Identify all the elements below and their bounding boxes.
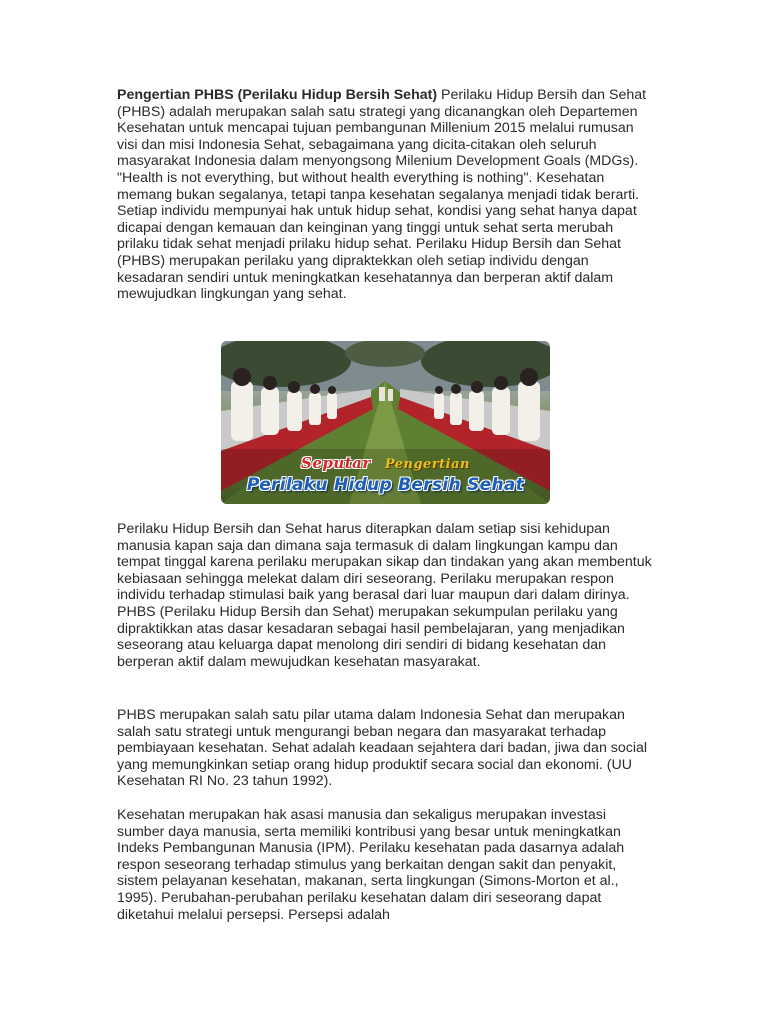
phbs-banner-image — [221, 341, 550, 504]
paragraph-3: PHBS merupakan salah satu pilar utama dalam Indonesia Sehat dan merupakan salah satu strategi untuk mengurangi beban negara dan masyarakat terhadap pembiayaan kesehatan. Sehat adalah keadaan sejahtera dari badan, jiwa dan social yang memungkinkan setiap orang hidup produktif secara social dan ekonomi. (UU Kesehatan RI No. 23 tahun 1992). — [117, 707, 648, 790]
banner-word-seputar: Seputar — [300, 454, 371, 472]
paragraph-2: Perilaku Hidup Bersih dan Sehat harus diterapkan dalam setiap sisi kehidupan manusia kapan saja dan dimana saja termasuk di dalam lingkungan kampu dan tempat tinggal karena perilaku merupakan sikap dan tindakan yang akan membentuk kebiasaan sehingga melekat dalam diri seseorang. Perilaku merupakan respon individu terhadap stimulasi baik yang berasal dari luar maupun dari dalam dirinya. PHBS (Perilaku Hidup Bersih dan Sehat) merupakan sekumpulan perilaku yang dipraktikkan atas dasar kesadaran sebagai hasil pembelajaran, yang menjadikan seseorang atau keluarga dapat menolong diri sendiri di bidang kesehatan dan berperan aktif dalam mewujudkan kesehatan masyarakat. — [117, 521, 652, 670]
intro-text: Perilaku Hidup Bersih dan Sehat (PHBS) adalah merupakan salah satu strategi yang dicanangkan oleh Departemen Kesehatan untuk mencapai tujuan pembangunan Millenium 2015 melalui rumusan visi dan misi Indonesia Sehat, sebagaimana yang dicita-citakan oleh seluruh masyarakat Indonesia dalam menyongsong Milenium Development Goals (MDGs). "Health is not everything, but without health everything is nothing". Kesehatan memang bukan segalanya, tetapi tanpa kesehatan segalanya menjadi tidak berarti. Setiap individu mempunyai hak untuk hidup sehat, kondisi yang sehat hanya dapat dicapai dengan kemauan dan keinginan yang tinggi untuk sehat serta merubah prilaku tidak sehat menjadi prilaku hidup sehat. Perilaku Hidup Bersih dan Sehat (PHBS) merupakan perilaku yang dipraktekkan oleh setiap individu dengan kesadaran sendiri untuk meningkatkan kesehatannya dan berperan aktif dalam mewujudkan lingkungan yang sehat. — [117, 87, 647, 303]
banner-word-pengertian: Pengertian — [384, 457, 470, 472]
paragraph-4: Kesehatan merupakan hak asasi manusia dan sekaligus merupakan investasi sumber daya manusia, serta memiliki kontribusi yang besar untuk meningkatkan Indeks Pembangunan Manusia (IPM). Perilaku kesehatan pada dasarnya adalah respon seseorang terhadap stimulus yang berkaitan dengan sakit dan penyakit, sistem pelayanan kesehatan, makanan, serta lingkungan (Simons-Morton et al., 1995). Perubahan-perubahan perilaku kesehatan dalam diri seseorang dapat diketahui melalui persepsi. Persepsi adalah — [117, 807, 625, 923]
banner-subtitle — [221, 454, 550, 472]
paragraph-intro — [117, 87, 657, 303]
banner-title: Perilaku Hidup Bersih Sehat — [246, 475, 525, 495]
intro-heading: Pengertian PHBS (Perilaku Hidup Bersih Sehat) — [117, 87, 438, 103]
